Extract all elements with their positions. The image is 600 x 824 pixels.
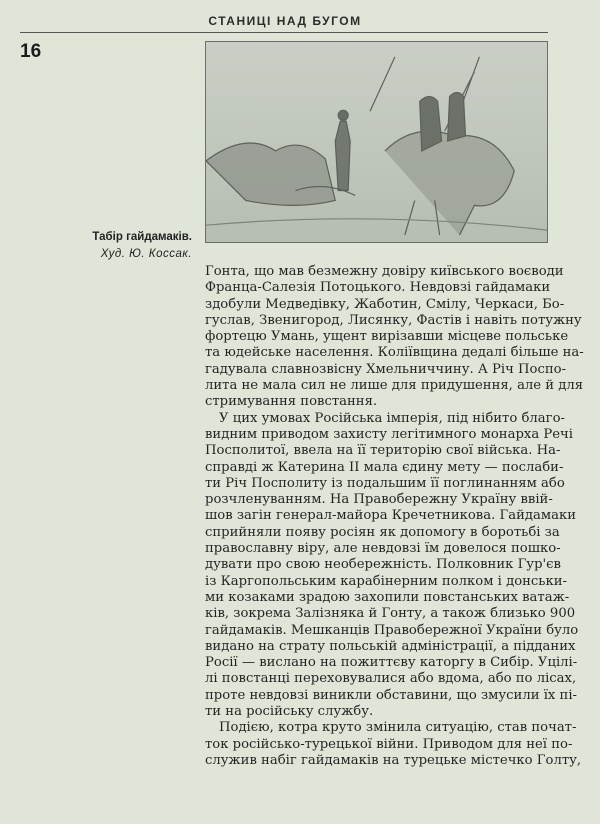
page-number: 16 — [20, 41, 42, 62]
text-line: православну віру, але невдовзі їм довелося пошко- — [205, 541, 561, 557]
text-line: У цих умовах Російська імперія, під нібито благо- — [219, 410, 565, 426]
text-line: дувати про свою необережність. Полковник Гур'єв — [205, 557, 561, 573]
text-line: ків, зокрема Залізняка й Гонту, а також близько 900 — [205, 606, 576, 622]
text-line: сприйняли появу росіян як допомогу в боротьбі за — [205, 524, 560, 540]
text-line: служив набіг гайдамаків на турецьке містечко Голту, — [205, 752, 582, 768]
running-head: СТАНИЦІ НАД БУГОМ — [208, 14, 362, 28]
text-line: Посполитої, ввела на її територію свої війська. На- — [205, 443, 561, 459]
text-line: справді ж Катерина II мала єдину мету — послаби- — [205, 459, 564, 475]
text-line: ток російсько-турецької війни. Приводом для неї по- — [205, 736, 573, 752]
text-line: гадувала славнозвісну Хмельниччину. А Річ Поспо- — [205, 361, 567, 377]
text-line: здобули Медведівку, Жаботин, Смілу, Черкаси, Бо- — [205, 296, 565, 312]
text-line: розчленуванням. На Правобережну Україну ввій- — [205, 492, 553, 508]
text-line: гуслав, Звенигород, Лисянку, Фастів і навіть потужну — [205, 312, 582, 328]
text-line: та юдейське населення. Коліївщина дедалі більше на- — [205, 345, 584, 361]
caption-author: Худ. Ю. Коссак. — [100, 248, 192, 260]
text-line: ти Річ Посполиту із подальшим її поглинанням або — [205, 475, 565, 491]
text-line: гайдамаків. Мешканців Правобережної України було — [205, 622, 579, 638]
figure-caption — [92, 229, 192, 263]
text-line: ти на російську службу. — [205, 704, 374, 720]
text-line: Франца-Салезія Потоцького. Невдовзі гайдамаки — [205, 280, 551, 296]
paragraph — [205, 410, 579, 721]
body-text — [205, 264, 584, 769]
text-line: Гонта, що мав безмежну довіру київського воєводи — [205, 264, 564, 279]
text-line: фортецю Умань, ущент вирізавши місцеве польське — [205, 329, 569, 345]
text-line: лі повстанці переховувалися або вдома, або по лісах, — [205, 671, 577, 687]
caption-title: Табір гайдамаків. — [92, 231, 192, 243]
text-line: ми козаками зрадою захопили повстанських ватаж- — [205, 589, 570, 605]
paragraph — [205, 264, 584, 411]
text-line: проте невдовзі виникли обставини, що змусили їх пі- — [205, 687, 578, 703]
text-line: видним приводом захисту легітимного монарха Речі — [205, 426, 573, 442]
text-line: шов загін генерал-майора Кречетникова. Гайдамаки — [205, 508, 576, 524]
text-line: Подією, котра круто змінила ситуацію, став почат- — [219, 720, 577, 736]
header-rule — [20, 32, 548, 33]
text-line: лита не мала сил не лише для придушення, але й для — [205, 378, 584, 394]
text-line: стримування повстання. — [205, 394, 378, 410]
illustration-haidamaky-camp — [205, 41, 548, 243]
text-line: із Каргопольським карабінерним полком і донськи- — [205, 573, 567, 589]
text-line: видано на страту польській адміністрації, а підданих — [205, 638, 576, 654]
paragraph — [205, 720, 582, 769]
text-line: Росії — вислано на пожиттєву каторгу в Сибір. Уцілі- — [205, 655, 578, 671]
